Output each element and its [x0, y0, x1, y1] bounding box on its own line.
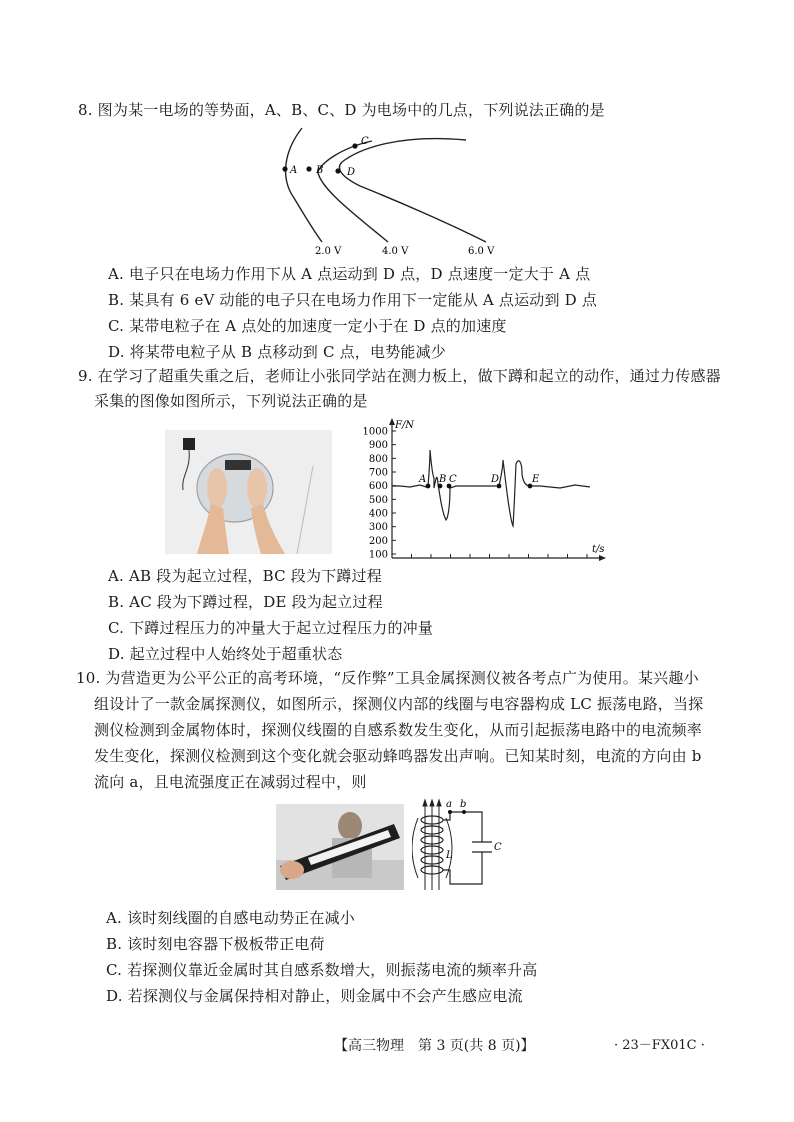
y-tick-label: 200 [368, 535, 388, 547]
q9-option-a: A. AB 段为起立过程，BC 段为下蹲过程 [108, 567, 382, 585]
q10-option-b: B. 该时刻电容器下极板带正电荷 [106, 935, 325, 953]
q8-option-b: B. 某具有 6 eV 动能的电子只在电场力作用下一定能从 A 点运动到 D 点 [108, 291, 598, 309]
point-b [306, 166, 311, 171]
point-c [352, 143, 357, 148]
magnetic-field-lines [412, 800, 452, 890]
y-tick-label: 300 [368, 522, 388, 534]
q9-scale-photo [165, 430, 332, 554]
q9-option-d: D. 起立过程中人始终处于超重状态 [108, 645, 343, 663]
q9-stem-line1: 9. 在学习了超重失重之后，老师让小张同学站在测力板上，做下蹲和起立的动作，通过力传感器 [78, 367, 721, 385]
chart-point-a [426, 484, 431, 489]
terminal-b [462, 810, 466, 814]
q9-force-time-chart [360, 416, 610, 562]
footer-exam-code: · 23－FX01C · [614, 1038, 705, 1053]
potential-label-6v: 6.0 V [468, 246, 495, 257]
y-tick-label: 700 [368, 467, 388, 479]
q9-option-c: C. 下蹲过程压力的冲量大于起立过程压力的冲量 [108, 619, 434, 637]
point-label-c: C [361, 136, 369, 147]
chart-y-axis-label: F/N [395, 420, 415, 431]
point-d [335, 168, 340, 173]
equipotential-line-2v [286, 128, 322, 242]
y-tick-label: 600 [368, 481, 388, 493]
terminal-label-a: a [446, 799, 452, 810]
chart-label-a: A [419, 474, 427, 485]
equipotential-line-6v [339, 139, 486, 242]
point-label-d: D [347, 167, 356, 178]
chart-label-e: E [532, 474, 540, 485]
inductor-label: L [446, 850, 453, 861]
chart-x-axis-label: t/s [592, 544, 605, 555]
q10-stem-line2: 组设计了一款金属探测仪，如图所示，探测仪内部的线圈与电容器构成 LC 振荡电路，当探 [94, 695, 704, 713]
page-footer [0, 1036, 794, 1058]
q10-detector-photo [276, 804, 404, 890]
y-tick-label: 400 [368, 508, 388, 520]
q10-stem-line4: 发生变化，探测仪检测到这个变化就会驱动蜂鸣器发出声响。已知某时刻，电流的方向由 b [94, 747, 702, 765]
y-tick-label: 1000 [362, 426, 388, 438]
q9-option-b: B. AC 段为下蹲过程，DE 段为起立过程 [108, 593, 383, 611]
y-tick-label: 800 [368, 453, 388, 465]
q10-option-a: A. 该时刻线圈的自感电动势正在减小 [106, 909, 355, 927]
detector-photo-image [276, 804, 404, 890]
y-tick-label: 900 [368, 440, 388, 452]
q9-stem-line2: 采集的图像如图所示，下列说法正确的是 [94, 392, 368, 410]
point-a [282, 166, 287, 171]
q8-stem: 8. 图为某一电场的等势面，A、B、C、D 为电场中的几点，下列说法正确的是 [78, 101, 605, 119]
q10-option-d: D. 若探测仪与金属保持相对静止，则金属中不会产生感应电流 [106, 987, 523, 1005]
point-label-a: A [290, 165, 298, 176]
y-tick-label: 100 [368, 549, 388, 561]
q10-stem-line3: 测仪检测到金属物体时，探测仪线圈的自感系数发生变化，从而引起振荡电路中的电流频率 [94, 721, 703, 739]
y-tick-label: 500 [368, 494, 388, 506]
chart-x-axis-arrow [599, 555, 606, 561]
circuit-wires [443, 812, 492, 884]
terminal-a [448, 810, 452, 814]
q10-stem-line1: 10. 为营造更为公平公正的高考环境，“反作弊”工具金属探测仪被各考点广为使用。某兴趣小 [76, 669, 699, 687]
chart-label-d: D [491, 474, 500, 485]
footer-page-info: 【高三物理 第 3 页(共 8 页)】 [334, 1038, 535, 1054]
point-label-b: B [316, 165, 324, 176]
q8-option-c: C. 某带电粒子在 A 点处的加速度一定小于在 D 点的加速度 [108, 317, 507, 335]
potential-label-2v: 2.0 V [315, 246, 342, 257]
q10-option-c: C. 若探测仪靠近金属时其自感系数增大，则振荡电流的频率升高 [106, 961, 538, 979]
chart-label-c: C [449, 474, 457, 485]
q10-stem-line5: 流向 a，且电流强度正在减弱过程中，则 [94, 773, 367, 791]
q10-lc-circuit [412, 798, 524, 894]
chart-label-b: B [439, 474, 447, 485]
scale-photo-image [165, 430, 332, 554]
capacitor-label: C [494, 842, 502, 853]
terminal-label-b: b [460, 799, 467, 810]
q8-option-d: D. 将某带电粒子从 B 点移动到 C 点，电势能减少 [108, 343, 447, 361]
equipotential-line-4v [318, 141, 388, 242]
q8-option-a: A. 电子只在电场力作用下从 A 点运动到 D 点，D 点速度一定大于 A 点 [108, 265, 591, 283]
potential-label-4v: 4.0 V [382, 246, 409, 257]
chart-force-curve [392, 450, 590, 526]
q8-equipotential-figure [270, 126, 520, 258]
